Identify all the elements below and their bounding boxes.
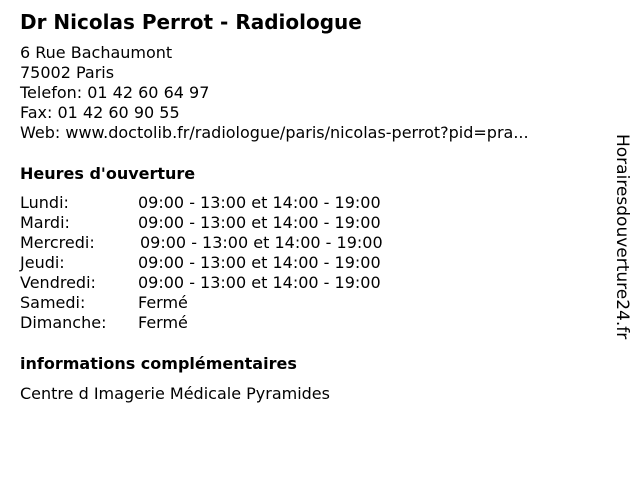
contact-block [20,43,529,143]
time-range: 09:00 - 13:00 et 14:00 - 19:00 [138,273,381,292]
website-link[interactable]: Web: www.doctolib.fr/radiologue/paris/nicolas-perrot?pid=pra... [20,123,529,142]
fax-number: Fax: 01 42 60 90 55 [20,103,180,122]
page-title: Dr Nicolas Perrot - Radiologue [20,10,362,34]
day-label: Mardi: [20,213,70,232]
day-label: Dimanche: [20,313,107,332]
site-watermark: Horairesdouverture24.fr [612,134,632,340]
day-label: Vendredi: [20,273,96,292]
phone-number: Telefon: 01 42 60 64 97 [20,83,210,102]
day-label: Lundi: [20,193,69,212]
time-range: 09:00 - 13:00 et 14:00 - 19:00 [138,253,381,272]
hours-heading: Heures d'ouverture [20,164,196,183]
time-range: Fermé [138,313,188,332]
info-heading: informations complémentaires [20,354,297,373]
time-range: 09:00 - 13:00 et 14:00 - 19:00 [140,233,383,252]
day-label: Samedi: [20,293,86,312]
street-address: 6 Rue Bachaumont [20,43,173,62]
city-address: 75002 Paris [20,63,115,82]
time-range: 09:00 - 13:00 et 14:00 - 19:00 [138,193,381,212]
time-range: Fermé [138,293,188,312]
time-range: 09:00 - 13:00 et 14:00 - 19:00 [138,213,381,232]
info-text: Centre d Imagerie Médicale Pyramides [20,384,330,403]
day-label: Mercredi: [20,233,95,252]
day-label: Jeudi: [20,253,65,272]
